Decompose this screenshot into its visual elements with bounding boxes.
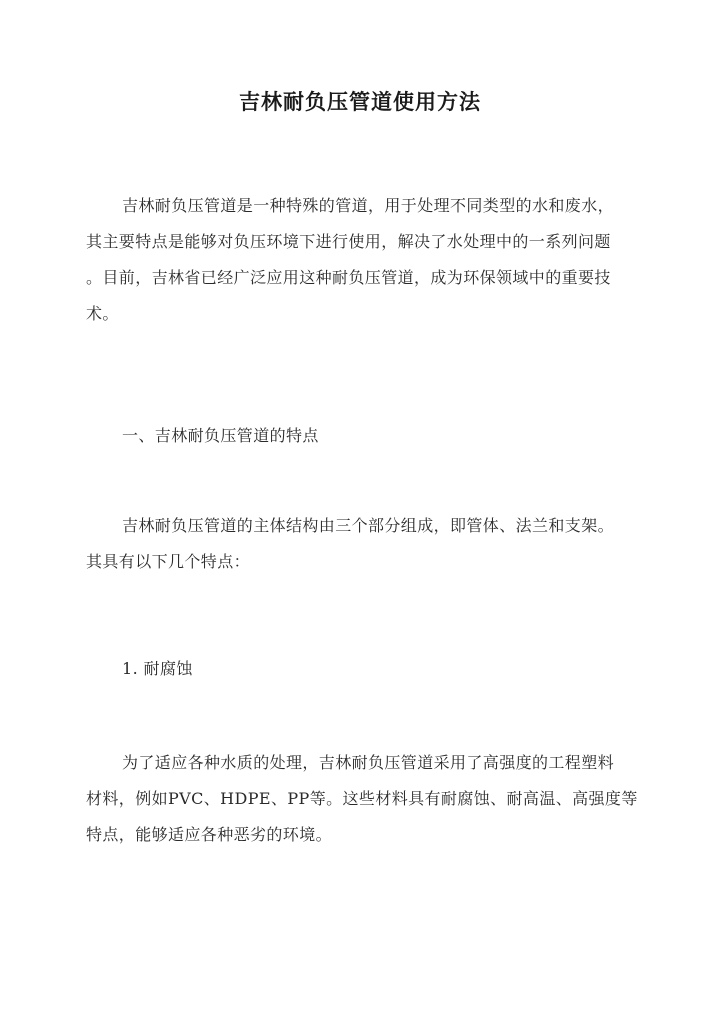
section-paragraph	[86, 508, 634, 580]
paragraph-line: 其具有以下几个特点：	[86, 552, 251, 571]
paragraph-line: 术。	[86, 304, 119, 323]
paragraph-line: 吉林耐负压管道是一种特殊的管道，用于处理不同类型的水和废水，	[122, 196, 615, 215]
paragraph-line: 材料，例如PVC、HDPE、PP等。这些材料具有耐腐蚀、耐高温、高强度等	[86, 789, 638, 808]
item-paragraph	[86, 745, 638, 853]
paragraph-line: 吉林耐负压管道的主体结构由三个部分组成，即管体、法兰和支架。	[122, 516, 615, 535]
paragraph-line: 。目前，吉林省已经广泛应用这种耐负压管道，成为环保领域中的重要技	[86, 268, 611, 287]
item-heading-text: 1. 耐腐蚀	[122, 659, 193, 678]
paragraph-line: 其主要特点是能够对负压环境下进行使用，解决了水处理中的一系列问题	[86, 232, 611, 251]
document-title: 吉林耐负压管道使用方法	[239, 89, 481, 114]
section-heading-text: 一、吉林耐负压管道的特点	[122, 426, 319, 445]
intro-paragraph	[86, 188, 634, 332]
paragraph-line: 为了适应各种水质的处理，吉林耐负压管道采用了高强度的工程塑料	[122, 753, 615, 772]
section-heading	[86, 418, 634, 454]
paragraph-line: 特点，能够适应各种恶劣的环境。	[86, 825, 333, 844]
item-heading	[86, 651, 634, 687]
